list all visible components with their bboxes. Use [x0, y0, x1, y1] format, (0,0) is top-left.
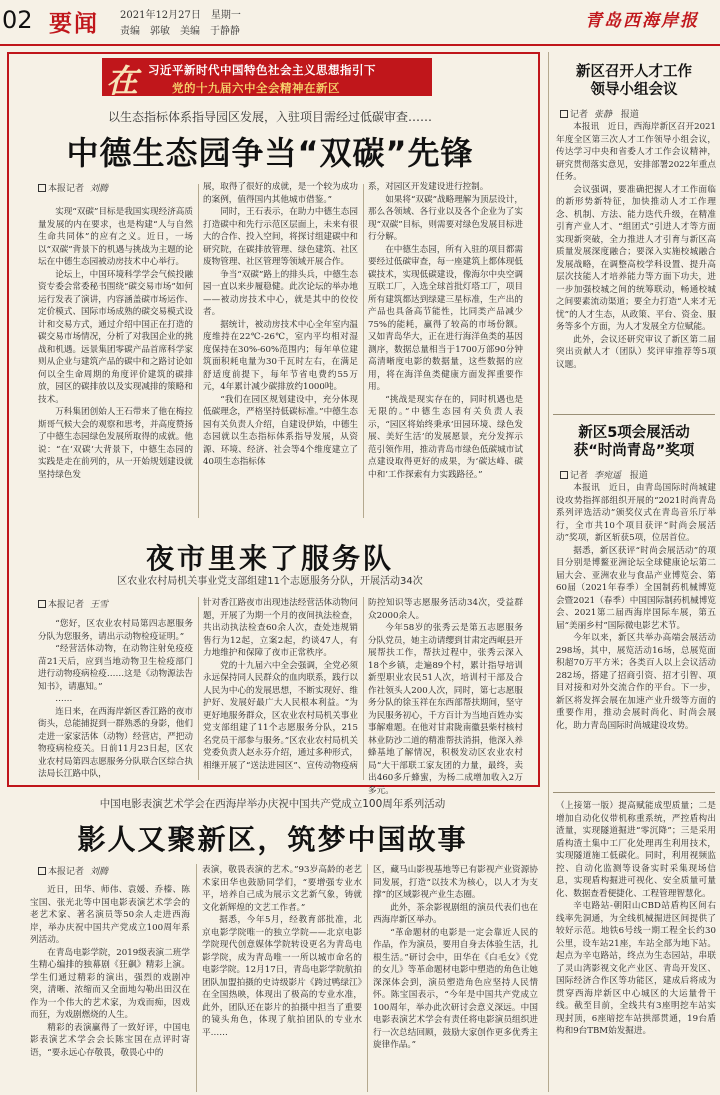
paragraph: 此外，茶余影视剧组的演员代表们也在西海岸新区举办。 — [373, 902, 538, 925]
editor-label: 责编 — [120, 26, 140, 37]
issue-weekday: 星期一 — [210, 10, 241, 21]
paragraph: 辛屯路站-朝阳山CBD站盾构区间右线率先洞通，为全线机械掘进区间提供了较好示范。地铁6号线一期工程全长约30公里，设车站21座，车站全部为地下站。起点为辛屯路站，终点为生态园站，串联了灵山湾影视文化产业区、青岛开发区、国际经济合作区等功能区，建成后将成为贯穿西海岸新区中心城区的大运量骨干线。截至目前，全线共有3座明挖车站实现封顶，6座暗挖车站拱部贯通，19台盾构和9台TBM始发掘进。 — [556, 901, 716, 1036]
paragraph: “我们在园区规划建设中，充分体现低碳理念，严格坚持低碳标准。”中德生态园有关负责人介绍，自建设伊始，中德生态园就以生态指标体系指导发展，从资源、环境、经济、社会等4个维度建立了40项生态指标体 — [203, 394, 358, 467]
article1-headline: 中德生态园争当“双碳”先锋 — [66, 134, 474, 172]
headline-line: 获“时尚青岛”奖项 — [573, 443, 695, 459]
column-rule — [198, 597, 199, 780]
paragraph: 据悉，今年5月，经教育部批准，北京电影学院唯一的独立学院——北京电影学院现代创意媒体学院转设更名为青岛电影学院，成为青岛唯一一所以城市命名的电影学院。12月17日，青岛电影学院航拍团队加盟拍摄的史诗级影片《跨过鸭绿江》在全国热映，体现出了极高的专业水准，此外，团队还在影片的拍摄中担当了重要的镜头角色，体现了航拍团队的专业水平…… — [202, 915, 362, 1038]
header-rule — [0, 44, 720, 46]
designer-name: 于静静 — [210, 26, 240, 37]
byline-box-icon — [560, 471, 568, 479]
article3-kicker: 中国电影表演艺术学会在西海岸举办庆祝中国共产党成立100周年系列活动 — [99, 798, 446, 810]
column-rule — [363, 184, 364, 518]
paragraph: 表演，敬畏表演的艺术。”93岁高龄的老艺术家田华也鼓励同学们，“要增强专业水平，培养自己成为展示文艺新气象，铸就文化新辉煌的文艺工作者。” — [202, 865, 362, 913]
article3-col3 — [373, 864, 538, 1092]
article3-headline: 影人又聚新区，筑梦中国故事 — [77, 823, 468, 856]
byline-suffix: 报道 — [629, 471, 648, 481]
newspaper-masthead: 青岛西海岸报 — [585, 11, 699, 31]
paragraph: 会议强调，要准确把握人才工作面临的新形势新特征，加快推动人才工作理念、机制、方法、能力迭代升级，在精准引育产业人才、“组团式”引进人才等方面实现新突破，全力推进人才引育与新区高质量发展深度融合；要深入实施校城融合发展战略，在调整高校学科设置、提升高层次技能人才培养能力等方面下功夫，进一步加强校城之间的统筹联动，畅通校城之间要素流动渠道；要全力打造“人来才无忧”的人才生态，从政策、平台、资金、服务等多个方面，为人才发展全方位赋能。 — [556, 184, 716, 332]
editor-line — [120, 22, 250, 37]
right-section-rule — [553, 792, 715, 793]
article1-col1 — [38, 206, 193, 518]
right1-byline — [560, 107, 639, 120]
paragraph: 今年以来，新区共举办高端会展活动298场，其中，展览活动16场，总展览面积超70万平方米；各类百人以上会议活动282场，搭建了招商引资、招才引智、项目对接和对外交流合作的平台。下一步，新区将发挥会展在加速产业升级等方面的重要作用，推动会展时尚化、时尚会展化，助力青岛国际时尚城建设攻势。 — [556, 633, 716, 731]
article1-col2 — [203, 181, 358, 518]
section-title: 要闻 — [49, 11, 99, 37]
editor-name: 郭敏 — [150, 26, 170, 37]
article2-byline — [38, 597, 108, 610]
article1-col3 — [368, 181, 523, 518]
paragraph: （上接第一版）提高赋能成型质量；二是增加自动化仪带机称重系统，严控盾构出渣量，实现隧道掘进“零沉降”；三是采用盾构渣土集中工厂化处理再生利用技术，实现隧道施工低碳化。同时，利用视频监控、自动化监测等设备实时采集现场信息，实现盾构掘进可视化、安全质量可量化、数据查看便捷化、工程管理智慧化。 — [556, 801, 716, 899]
paragraph: 针对香江路夜市出现违法经营活体动物问题，开展了为期一个月的夜间执法检查，共出动执法检查60余人次，查处违规销售行为12起，立案2起，约谈47人，有力地维护和保障了夜市正常秩序。 — [203, 598, 358, 658]
paragraph: 在青岛电影学院，2019级表演二班学生精心编排的独幕剧《狂飙》精彩上演。学生们通过精彩的演出，强烈的戏剧冲突，清晰、浓缩而又全面地勾勒出田汉在作为一个伟大的艺术家，为戏而痴，因戏而狂，为戏剧燃烧的人生。 — [30, 947, 190, 1020]
byline-name: 刘腾 — [90, 184, 109, 194]
paragraph: 本报讯 近日，西海岸新区召开2021年度全区第三次人才工作领导小组会议，传达学习中央和省委人才工作会议精神，研究贯彻落实意见，安排部署2022年重点任务。 — [556, 122, 716, 182]
paragraph: 党的十九届六中全会强调，全党必须永远保持同人民群众的血肉联系，践行以人民为中心的发展思想，不断实现好、维护好、发展好最广大人民根本利益。“为更好地服务群众，区农业农村局机关事业党支部组建了11个志愿服务分队，215名党员干部参与服务。”区农业农村局机关党委负责人赵永芬介绍，通过多种形式，相继开展了“送法进园区”、宣传动物疫病 — [203, 660, 358, 771]
article3-col2 — [202, 864, 362, 1092]
right-section-rule — [553, 414, 715, 415]
paragraph: 万科集团创始人王石带来了他在梅拉斯哥气候大会的观察和思考，并高度赞扬了中德生态园绿色发展所取得的成就。他说：“在‘双碳’大背景下，中德生态园的实践是走在前列的，从一开始规划建设就坚持绿色发 — [38, 407, 193, 480]
article3-col1 — [30, 884, 190, 1092]
paragraph: “您好，区农业农村局第四志愿服务分队为您服务，请出示动物检疫证明。” — [38, 619, 193, 642]
page-number: 02 — [2, 6, 33, 34]
column-rule — [198, 184, 199, 518]
byline-prefix: 本报记者 — [48, 600, 85, 610]
paragraph: 精彩的表演赢得了一致好评，中国电影表演艺术学会会长陈宝国在点评时寄语，“要永远心存敬畏，敬畏心中的 — [30, 1022, 190, 1058]
article2-col3 — [368, 597, 523, 796]
byline-name: 张静 — [594, 110, 613, 120]
paragraph: 实现“双碳”目标是我国实现经济高质量发展的内在要求，也是构建“人与自然生命共同体”的应有之义。近日，一场以“双碳”背景下的机遇与挑战为主题的论坛在中德生态园被动房技术中心举行。 — [38, 207, 193, 267]
article2-headline: 夜市里来了服务队 — [145, 542, 394, 575]
byline-prefix: 记者 — [570, 110, 589, 120]
issue-date-line — [120, 6, 251, 21]
byline-prefix: 本报记者 — [48, 184, 85, 194]
byline-prefix: 记者 — [570, 471, 589, 481]
byline-box-icon — [38, 184, 46, 192]
headline-line: 领导小组会议 — [590, 82, 678, 98]
paragraph: “革命题材的电影是一定会靠近人民的作品，作为演员，要用自身去体验生活，扎根生活。”研讨会中，田华在《白毛女》《党的女儿》等革命题材电影中塑造的角色让她深深体会到，演员塑造角色应坚持人民情怀。陈宝国表示，“今年是中国共产党成立100周年，举办此次研讨会意义深远。中国电影表演艺术学会有责任将电影演员组织进行一次总结回顾，鼓励大家创作更多优秀主旋律作品。” — [373, 927, 538, 1050]
paragraph: 在中德生态园，所有入驻的项目都需要经过低碳审查，每一座建筑上都体现低碳技术，实现低碳建设，像海尔中央空调互联工厂，入选全球首批灯塔工厂，项目所有建筑都达到绿建三星标准，生产出的产品也具备高节能性，比同类产品减少75%的能耗，赢得了较高的市场份额。又如青岛华大，正在进行海洋鱼类的基因测序，数据总量相当于1700万部90分钟高清晰度电影的数据量，这些数据的应用，将在海洋鱼类健康方面发挥重要作用。 — [368, 244, 523, 392]
byline-box-icon — [560, 110, 568, 118]
right1-headline — [554, 63, 714, 99]
article1-byline — [38, 181, 108, 194]
column-rule — [363, 597, 364, 780]
banner-line2: 党的十九届六中全会精神在新区 — [172, 81, 340, 95]
paragraph: …… — [55, 694, 73, 704]
article2-col1 — [38, 618, 193, 780]
paragraph: 据悉，新区获评“时尚会展活动”的项目分别是博鳌亚洲论坛全球健康论坛第二届大会、亚洲农业与食品产业博览会、第60届（2021年春季）全国制药机械博览会暨2021（春季）中国国际制药机械博览会、2021第二届西海岸国际车展，第五届“美丽乡村”国际微电影艺术节。 — [556, 545, 716, 631]
paragraph: 系，对园区开发建设进行控制。 — [368, 182, 489, 192]
paragraph: 区，藏马山影视基地等已有影视产业资源协同发展，打造“以技术为核心，以人才为支撑”的区域影视产业生态圈。 — [373, 865, 538, 900]
byline-name: 王雪 — [90, 600, 109, 610]
byline-prefix: 本报记者 — [48, 867, 85, 877]
right2-headline — [554, 424, 714, 460]
paragraph: 此外，会议还研究审议了新区第二届突出贡献人才（团队）奖评审推荐等5项议题。 — [556, 334, 716, 370]
column-rule — [367, 864, 368, 1092]
banner-glyph: 在 — [106, 62, 139, 100]
right3-body — [556, 800, 716, 1092]
paragraph: 本报讯 近日，由青岛国际时尚城建设攻势指挥部组织开展的“2021时尚青岛系列评选活动”颁奖仪式在青岛音乐厅举行，全市共10个项目获评“时尚会展活动”奖项，新区斩获5项，位居首位。 — [556, 483, 716, 543]
issue-date: 2021年12月27日 — [120, 10, 201, 21]
paragraph: 防控知识等志愿服务活动34次，受益群众2000余人。 — [368, 598, 523, 621]
designer-label: 美编 — [180, 26, 200, 37]
right1-body — [556, 121, 716, 411]
byline-box-icon — [38, 867, 46, 875]
page-header — [0, 0, 720, 46]
headline-line: 新区召开人才工作 — [576, 64, 692, 80]
paragraph: 论坛上，中国环境科学学会气候投融资专委会常委秘书围绕“碳交易市场”如何运行发表了演讲，内容涵盖碳市场运作、定价模式、国际市场成熟的碳交易模式设计和交易方式，通过介绍中国正在打造的碳交易市场情况，分析了对我国企业的挑战和机遇。远景集团零碳产品首席科学家则从企业与建筑产品的碳中和之路讨论如何以全生命周期的角度评价建筑的碳排放，园区的碳排放以及实现减排的策略和技术。 — [38, 269, 193, 405]
paragraph: 连日来，在西海岸新区香江路的夜市街头，总能捕捉到一群熟悉的身影，他们走进一家家活体（动物）经营店，严把动物疫病检疫关。日前11月23日起，区农业农村局第四志愿服务分队联合区综合执法局长江路中队， — [38, 706, 193, 779]
headline-line: 新区5项会展活动 — [578, 425, 690, 441]
byline-box-icon — [38, 600, 46, 608]
paragraph: 如果将“双碳”战略理解为顶层设计，那么各领域、各行业以及各个企业为了实现“双碳”目标，则需要对绿色发展目标进行分解。 — [368, 194, 523, 242]
article1-kicker: 以生态指标体系指导园区发展，入驻项目需经过低碳审查…… — [107, 110, 432, 124]
article2-kicker: 区农业农村局机关事业党支部组建11个志愿服务分队，开展活动34次 — [117, 576, 423, 587]
article2-col2 — [203, 597, 358, 780]
paragraph: 近日，田华、师伟、袁媛、乔榛、陈宝国、张光北等中国电影表演艺术学会的老艺术家、著名演员等50余人走进西海岸，举办庆祝中国共产党成立100周年系列活动。 — [30, 885, 190, 945]
paragraph: 展，取得了很好的成就，是一个较为成功的案例，值得国内其他城市借鉴。” — [203, 182, 358, 205]
right2-byline — [560, 468, 648, 481]
byline-name: 刘腾 — [90, 867, 109, 877]
paragraph: “挑战是现实存在的，同时机遇也是无限的。”中德生态园有关负责人表示，“园区将始终秉承‘田园环境、绿色发展、美好生活’的发展愿景，充分发挥示范引领作用，推动青岛市绿色低碳城市试点建设取得更好的成果，为‘碳达峰、碳中和’工作探索有力实践路径。” — [368, 394, 523, 480]
paragraph: 争当“双碳”路上的排头兵，中德生态园一直以来步履稳健。此次论坛的举办地——被动房技术中心，就是其中的佼佼者。 — [203, 269, 358, 317]
column-rule — [196, 864, 197, 1092]
byline-suffix: 报道 — [620, 110, 639, 120]
right-column-rule — [548, 52, 549, 1092]
banner-line1: 习近平新时代中国特色社会主义思想指引下 — [148, 63, 376, 77]
paragraph: 今年58岁的张秀云是第五志愿服务分队党员，她主动请缨到甘肃定西岷县开展帮扶工作，帮扶过程中，张秀云深入18个乡镇，走遍89个村，累计指导培训新型职业农民51人次，培训村干部及合作社领头人200人次，同时，第七志愿服务分队的徐玉祥在东西部帮扶期间，坚守为民服务初心，千方百计为当地百姓办实事解难题。在他对甘肃陇南徽县柴村核村林业防沙二道的精准帮扶消捐，他深入养蜂基地了解情况，积极发动区农业农村局“大干部联工家友团的力量，最终，卖出460多斤蜂蜜，为杨二成增加收入2万多元。 — [368, 623, 523, 796]
paragraph: 同时，王石表示，在助力中德生态园打造碳中和先行示范区层面上，未来有很大的合作、投入空间，将探讨组建碳中和研究院，在碳排放管理、绿色建筑、社区废物管理、社区管理等领域开展合作。 — [203, 207, 358, 267]
article3-byline — [38, 864, 108, 877]
byline-name: 李宛遥 — [594, 471, 622, 481]
right2-body — [556, 482, 716, 787]
paragraph: “经营活体动物，在动物注射免疫疫苗21天后，应到当地动物卫生检疫部门进行动物疫病检疫……这是《动物源法告知书》，请惠知。” — [38, 644, 193, 692]
paragraph: 据统计，被动房技术中心全年室内温度维持在22℃-26℃，室内平均相对湿度保持在30%-60%范围内；每年单位建筑面积耗电量为30千瓦时左右，在满足舒适度前提下，每年节省电费约55万元，4年累计减少碳排放约1000吨。 — [203, 319, 358, 392]
